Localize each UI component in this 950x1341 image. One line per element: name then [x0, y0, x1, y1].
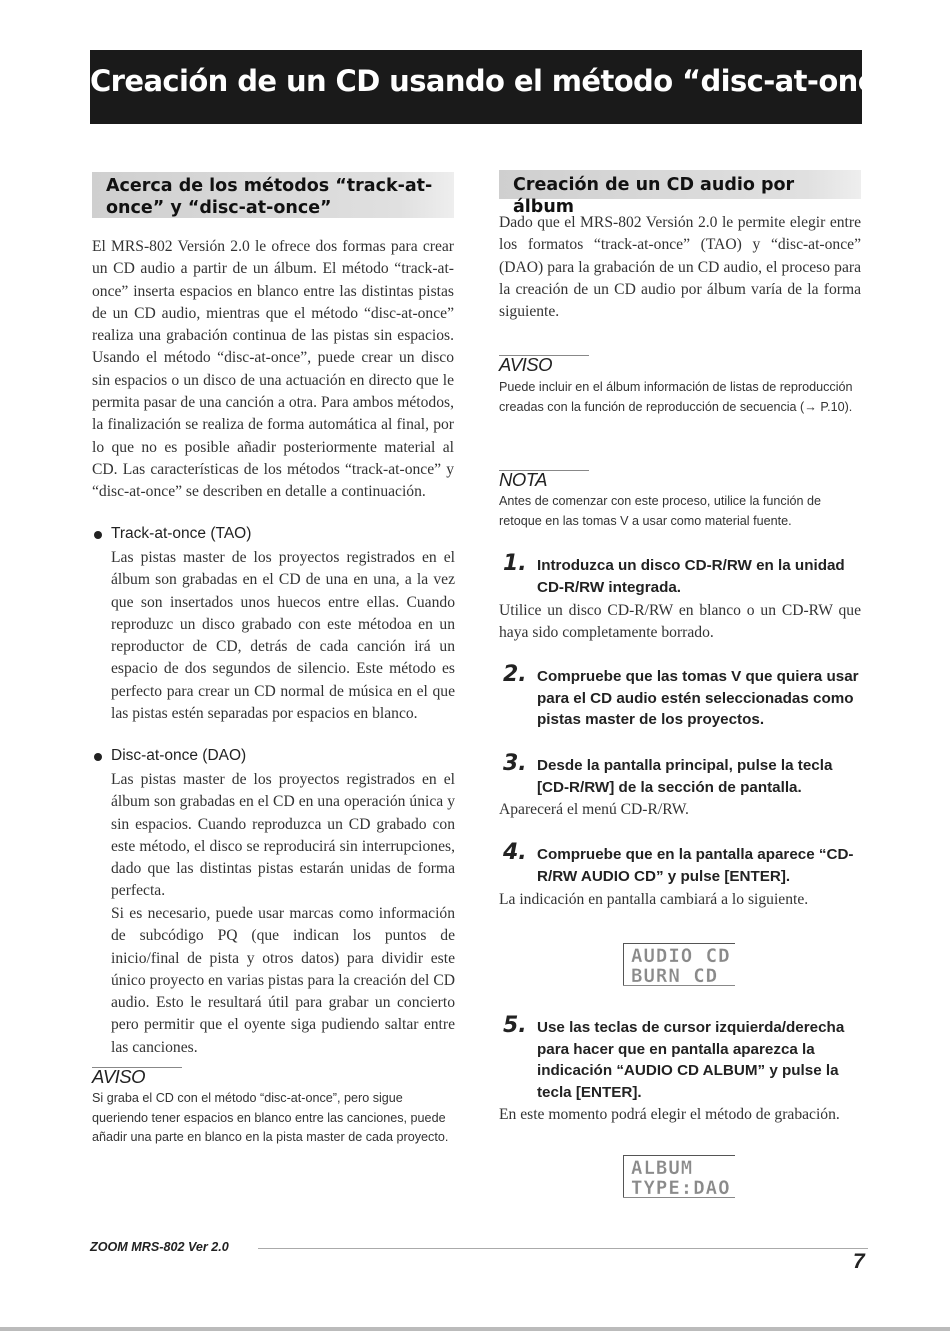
tao-title: Track-at-once (TAO)	[111, 525, 252, 542]
step-number: 3.	[503, 751, 527, 776]
nota-text: Antes de comenzar con este proceso, utilice la función de retoque en las tomas V a usar como material fuente.	[499, 494, 822, 528]
footer-rule	[258, 1248, 868, 1249]
step-instruction: Compruebe que las tomas V que quiera usar para el CD audio estén seleccionadas como pistas master de los proyectos.	[537, 668, 859, 729]
lcd-line-2: TYPE:DAO	[631, 1177, 731, 1199]
step-description: Aparecerá el menú CD-R/RW.	[499, 801, 689, 818]
step-description: En este momento podrá elegir el método de grabación.	[499, 1106, 840, 1123]
section-heading-album: Creación de un CD audio por álbum	[499, 170, 861, 199]
methods-intro: El MRS-802 Versión 2.0 le ofrece dos formas para crear un CD audio a partir de un álbum. El método “track-at-once” inserta espacios en blanco entre las distintas pistas de un CD audio, mientras que el método “disc-at-once” realiza una grabación continua de las pistas sin espacios. Usando el método “disc-at-once”, puede crear un disco sin espacios o un disco de una actuación en directo que le permita pasar de una canción a otra. Para ambos métodos, la finalización se realiza de forma automática al final, por lo que no es posible añadir posteriormente material al CD. Las características de los métodos “track-at-once” y “disc-at-once” se describen en detalle a continuación.	[92, 238, 454, 501]
step-instruction: Compruebe que en la pantalla aparece “CD-R/RW AUDIO CD” y pulse [ENTER].	[537, 846, 854, 885]
step-description: La indicación en pantalla cambiará a lo siguiente.	[499, 891, 809, 908]
section-heading-line2: once” y “disc-at-once”	[106, 198, 332, 218]
lcd-rule	[623, 1197, 735, 1198]
aviso-label-left: AVISO	[92, 1066, 146, 1087]
lcd-line-2: BURN CD	[631, 965, 719, 987]
page-number: 7	[853, 1250, 865, 1273]
aviso-label-right: AVISO	[499, 354, 553, 375]
step-instruction: Introduzca un disco CD-R/RW en la unidad CD-R/RW integrada.	[537, 557, 845, 596]
nota-label: NOTA	[499, 469, 548, 490]
step-number: 2.	[503, 662, 527, 687]
section-heading-methods	[92, 172, 454, 218]
lcd-display	[623, 1155, 735, 1197]
footer-model: ZOOM MRS-802 Ver 2.0	[90, 1240, 229, 1254]
step-instruction: Use las teclas de cursor izquierda/derecha para hacer que en pantalla aparezca la indicación “AUDIO CD ALBUM” y pulse la tecla [ENTER].	[537, 1019, 845, 1102]
lcd-line-1: AUDIO CD	[631, 945, 731, 967]
dao-title: Disc-at-once (DAO)	[111, 747, 247, 764]
album-intro: Dado que el MRS-802 Versión 2.0 le permite elegir entre los formatos “track-at-once” (TAO) y “disc-at-once” (DAO) para la grabación de un CD audio, el proceso para la creación de un CD audio por álbum varía de la forma siguiente.	[499, 214, 861, 321]
dao-description-2: Si es necesario, puede usar marcas como información de subcódigo PQ (que indican los puntos de inicio/final de pista y otros datos) para dividir este único proyecto en varias pistas para la creación del CD audio. Esto le resultará útil para grabar un concierto pero permitir que el oyente siga pudiendo saltar entre las canciones.	[111, 905, 455, 1056]
step-instruction: Desde la pantalla principal, pulse la tecla [CD-R/RW] de la sección de pantalla.	[537, 757, 833, 796]
lcd-display	[623, 943, 735, 985]
lcd-rule	[623, 985, 735, 986]
tao-description: Las pistas master de los proyectos registrados en el álbum son grabadas en el CD de una en una, a la vez que son insertados unos huecos entre ellas. Cuando reproduzc un disco grabado con este métodoa en un reproductor de CD, detrás de cada canción irá un espacio de dos segundos de silencio. Este método es perfecto para crear un CD normal de música en el que las pistas estén separadas por espacios en blanco.	[111, 549, 455, 723]
aviso-text-right: Puede incluir en el álbum información de listas de reproducción creadas con la función de reproducción de secuencia (→ P.10).	[499, 380, 853, 414]
step-number: 5.	[503, 1013, 527, 1038]
title-bar	[90, 50, 912, 124]
step-description: Utilice un disco CD-R/RW en blanco o un CD-RW que haya sido completamente borrado.	[499, 602, 861, 642]
bullet-icon	[94, 531, 102, 539]
bottom-band	[0, 1327, 950, 1331]
bullet-icon	[94, 753, 102, 761]
page-title: Creación de un CD usando el método “disc-at-once”	[90, 64, 912, 98]
dao-description: Las pistas master de los proyectos registrados en el álbum son grabadas en el CD en una operación única y sin espacios. Cuando reproduzca un CD grabado con este método, el disco se reproducirá sin interrupciones, dado que las distintas pistas estarán unidas de forma perfecta.	[111, 771, 455, 900]
section-heading-line1: Acerca de los métodos “track-at-	[106, 176, 433, 196]
step-number: 1.	[503, 551, 527, 576]
aviso-text-left: Si graba el CD con el método “disc-at-once”, pero sigue queriendo tener espacios en blanco entre las canciones, puede añadir una parte en blanco en la pista master de cada proyecto.	[92, 1091, 449, 1145]
lcd-line-1: ALBUM	[631, 1157, 694, 1179]
step-number: 4.	[503, 840, 527, 865]
